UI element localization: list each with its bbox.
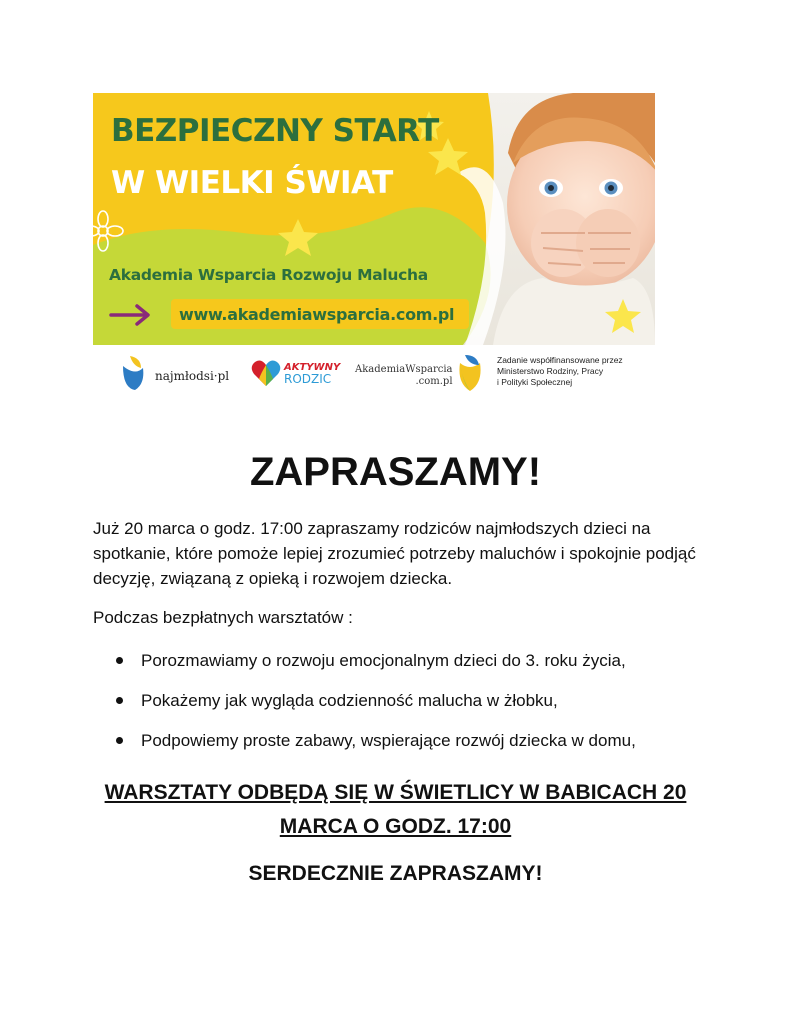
banner-url[interactable]: www.akademiawsparcia.com.pl [179,305,455,324]
list-item-text: Podpowiemy proste zabawy, wspierające rozwój dziecka w domu, [141,731,636,750]
puzzle-heart-icon [251,359,281,387]
list-item [114,728,636,768]
banner-title-line1: BEZPIECZNY START [111,113,439,149]
list-item [114,688,636,728]
bullet-icon [116,697,123,704]
ministry-line1: Zadanie współfinansowane przez [497,355,623,365]
banner-title-line2: W WIELKI ŚWIAT [111,165,393,201]
najmlodsi-label: najmłodsi·pl [155,369,230,383]
list-item [114,648,636,688]
ministry-line2: Ministerstwo Rodziny, Pracy [497,366,604,376]
list-item-text: Pokażemy jak wygląda codzienność malucha w żłobku, [141,691,558,710]
ministry-line3: i Polityki Społecznej [497,377,573,387]
akademia-wsparcia-logo [355,359,483,393]
venue-notice [0,776,791,844]
bullet-icon [116,737,123,744]
aktywny-label: AKTYWNY [284,361,341,373]
bullet-icon [116,657,123,664]
banner-subtitle: Akademia Wsparcia Rozwoju Malucha [109,266,428,284]
intro-paragraph: Już 20 marca o godz. 17:00 zapraszamy rodziców najmłodszych dzieci na spotkanie, które pomoże lepiej zrozumieć potrzeby maluchów i spokojnie podjąć decyzję, związaną z opieką i rozwojem dziecka. [93,519,696,588]
venue-notice-line1: WARSZTATY ODBĘDĄ SIĘ W ŚWIETLICY W BABICACH 20 [104,781,687,804]
closing-invitation: SERDECZNIE ZAPRASZAMY! [248,862,543,885]
najmlodsi-logo [121,354,229,392]
rodzic-label: RODZIC [284,371,332,386]
workshop-topics [114,648,636,768]
workshops-lead: Podczas bezpłatnych warsztatów : [93,608,353,627]
aktywny-rodzic-logo [251,359,340,387]
page-heading: ZAPRASZAMY! [249,450,542,494]
list-item-text: Porozmawiamy o rozwoju emocjonalnym dzieci do 3. roku życia, [141,651,626,670]
najmlodsi-icon [121,354,145,392]
banner [93,93,655,345]
akademia-icon [457,353,483,393]
ministry-note [497,355,623,388]
venue-notice-line2: MARCA O GODZ. 17:00 [279,815,512,838]
akademia-label: AkademiaWsparcia [355,364,453,375]
partner-logos [93,345,655,405]
akademia-domain: .com.pl [415,376,453,387]
